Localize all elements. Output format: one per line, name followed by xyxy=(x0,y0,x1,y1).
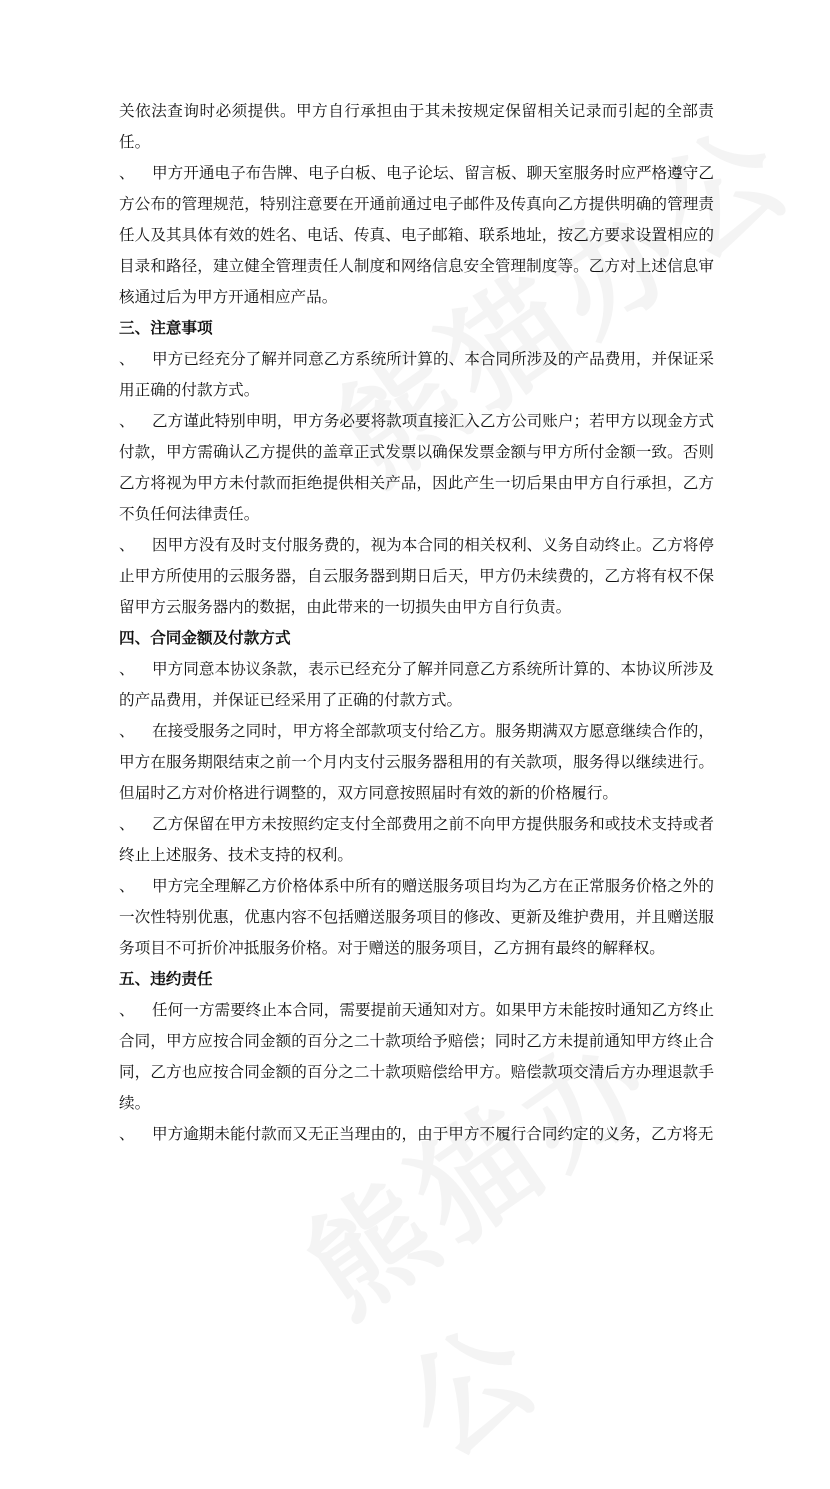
list-item: 、 甲方已经充分了解并同意乙方系统所计算的、本合同所涉及的产品费用，并保证采用正确的付款方式。 xyxy=(119,344,714,406)
section-heading: 四、合同金额及付款方式 xyxy=(119,629,291,647)
bullet: 、 xyxy=(119,877,135,895)
paragraph: 关依法查询时必须提供。甲方自行承担由于其未按规定保留相关记录而引起的全部责任。 xyxy=(119,102,714,151)
list-item: 、 甲方逾期未能付款而又无正当理由的，由于甲方不履行合同约定的义务，乙方将无 xyxy=(119,1119,714,1150)
bullet: 、 xyxy=(119,722,135,740)
list-item: 、 甲方同意本协议条款，表示已经充分了解并同意乙方系统所计算的、本协议所涉及的产品费用，并保证已经采用了正确的付款方式。 xyxy=(119,654,714,716)
bullet: 、 xyxy=(119,536,135,554)
bullet: 、 xyxy=(119,350,135,368)
list-item: 、 因甲方没有及时支付服务费的，视为本合同的相关权利、义务自动终止。乙方将停止甲方所使用的云服务器，自云服务器到期日后天，甲方仍未续费的，乙方将有权不保留甲方云服务器内的数据，由此带来的一切损失由甲方自行负责。 xyxy=(119,530,714,623)
list-item: 、 乙方保留在甲方未按照约定支付全部费用之前不向甲方提供服务和或技术支持或者终止上述服务、技术支持的权利。 xyxy=(119,809,714,871)
bullet: 、 xyxy=(119,1001,135,1019)
list-item: 、 甲方开通电子布告牌、电子白板、电子论坛、留言板、聊天室服务时应严格遵守乙方公布的管理规范，特别注意要在开通前通过电子邮件及传真向乙方提供明确的管理责任人及其具体有效的姓名、电话、传真、电子邮箱、联系地址，按乙方要求设置相应的目录和路径，建立健全管理责任人制度和网络信息安全管理制度等。乙方对上述信息审核通过后为甲方开通相应产品。 xyxy=(119,158,714,313)
bullet: 、 xyxy=(119,660,135,678)
list-item: 、 在接受服务之同时，甲方将全部款项支付给乙方。服务期满双方愿意继续合作的，甲方在服务期限结束之前一个月内支付云服务器租用的有关款项，服务得以继续进行。但届时乙方对价格进行调整的，双方同意按照届时有效的新的价格履行。 xyxy=(119,716,714,809)
section-heading: 五、违约责任 xyxy=(119,970,213,988)
bullet: 、 xyxy=(119,1125,135,1143)
list-item: 、 任何一方需要终止本合同，需要提前天通知对方。如果甲方未能按时通知乙方终止合同，甲方应按合同金额的百分之二十款项给予赔偿；同时乙方未提前通知甲方终止合同，乙方也应按合同金额的百分之二十款项赔偿给甲方。赔偿款项交清后方办理退款手续。 xyxy=(119,995,714,1119)
bullet: 、 xyxy=(119,164,135,182)
list-item: 、 乙方谨此特别申明，甲方务必要将款项直接汇入乙方公司账户；若甲方以现金方式付款，甲方需确认乙方提供的盖章正式发票以确保发票金额与甲方所付金额一致。否则乙方将视为甲方未付款而拒绝提供相关产品，因此产生一切后果由甲方自行承担，乙方不负任何法律责任。 xyxy=(119,406,714,530)
list-item: 、 甲方完全理解乙方价格体系中所有的赠送服务项目均为乙方在正常服务价格之外的一次性特别优惠，优惠内容不包括赠送服务项目的修改、更新及维护费用，并且赠送服务项目不可折价冲抵服务价格。对于赠送的服务项目，乙方拥有最终的解释权。 xyxy=(119,871,714,964)
bullet: 、 xyxy=(119,412,135,430)
section-heading: 三、注意事项 xyxy=(119,319,213,337)
bullet: 、 xyxy=(119,815,135,833)
document-body xyxy=(119,96,714,1150)
